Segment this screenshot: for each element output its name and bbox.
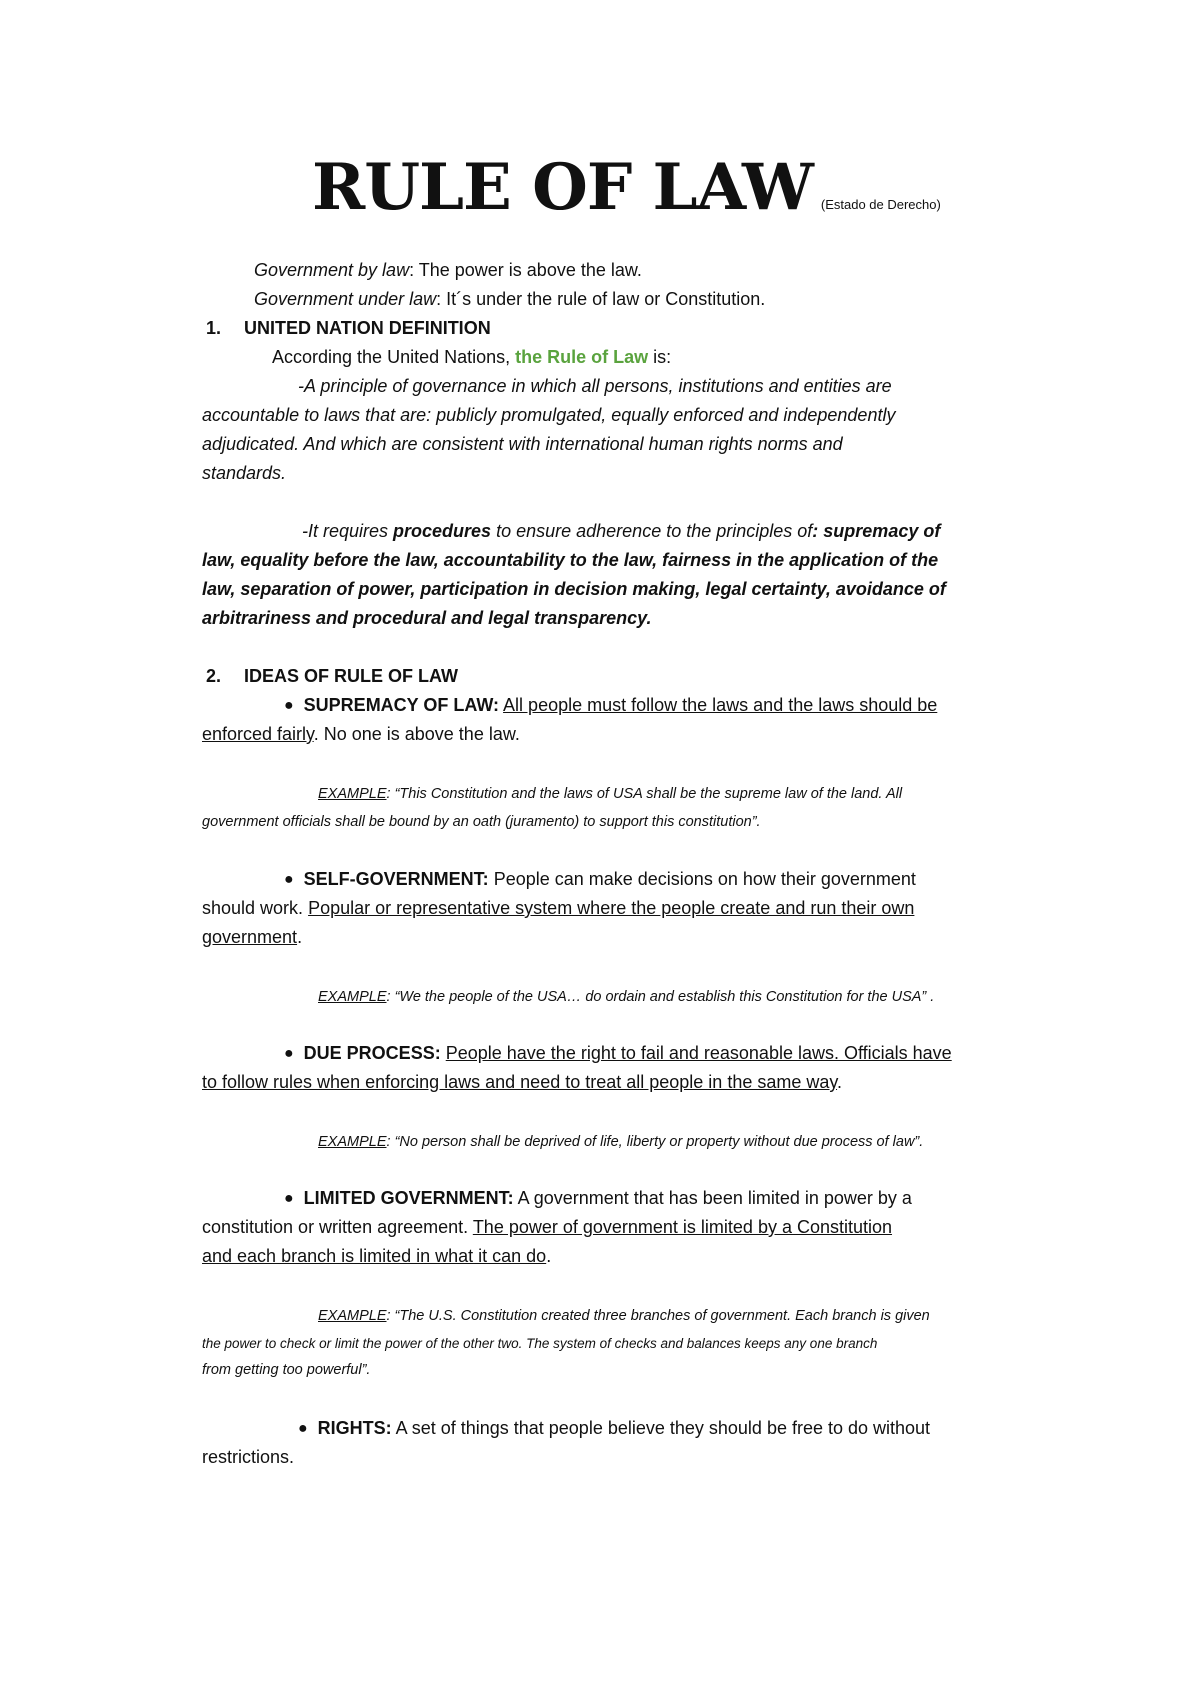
example-label: EXAMPLE	[318, 786, 387, 802]
according-line	[272, 343, 1092, 372]
example-end: .	[919, 1134, 924, 1150]
self-government-line2	[202, 894, 1022, 923]
un-para2-line: law, equality before the law, accountability to the law, fairness in the application of the	[202, 550, 939, 570]
self-government-line3	[202, 923, 1022, 952]
due-process-item	[284, 1039, 1104, 1068]
example-end: .	[366, 1362, 371, 1378]
example-text: “This Constitution and the laws of USA shall be the supreme law of the land. All	[394, 786, 903, 802]
example-text: “We the people of the USA… do ordain and establish this Constitution for the USA”	[394, 989, 927, 1005]
supremacy-term: SUPREMACY OF LAW:	[303, 695, 500, 715]
rights-item	[298, 1414, 1118, 1443]
supremacy-example-line2	[202, 808, 1022, 837]
limited-government-example: EXAMPLE: “The U.S. Constitution created three branches of government. Each branch is given	[318, 1308, 930, 1324]
para2-text: -It requires	[302, 521, 394, 541]
section1-title: UNITED NATION DEFINITION	[244, 318, 491, 338]
limited-government-example-line2: the power to check or limit the power of the other two. The system of checks and balances keeps any one branch	[202, 1336, 878, 1351]
supremacy-underlined: enforced fairly	[202, 724, 314, 744]
example-text: “No person shall be deprived of life, liberty or property without due process of law”	[394, 1134, 920, 1150]
by-law-text: : The power is above the law.	[409, 260, 642, 280]
intro-by-law	[254, 256, 1074, 285]
due-process-example: EXAMPLE: “No person shall be deprived of life, liberty or property without due process of law”.	[318, 1134, 924, 1150]
limited-government-item	[284, 1184, 1104, 1213]
supremacy-line2	[202, 720, 1022, 749]
section2-heading	[206, 662, 1026, 691]
para2-principles: : supremacy of	[812, 521, 941, 541]
bullet-icon: ●	[298, 1420, 308, 1437]
example-label: EXAMPLE	[318, 1308, 387, 1324]
due-process-term: DUE PROCESS:	[303, 1043, 441, 1063]
limited-government-example-line3	[202, 1356, 1022, 1385]
by-law-term: Government by law	[254, 260, 410, 280]
un-para1-line: standards.	[202, 463, 287, 483]
supremacy-underlined: All people must follow the laws and the laws should be	[503, 695, 938, 715]
self-government-underlined: government	[202, 927, 298, 947]
supremacy-example: EXAMPLE: “This Constitution and the laws of USA shall be the supreme law of the land. All	[318, 786, 903, 802]
example-text: “The U.S. Constitution created three branches of government. Each branch is given	[390, 1308, 930, 1324]
bullet-icon: ●	[284, 697, 294, 714]
un-para2-line: law, separation of power, participation in decision making, legal certainty, avoidance of	[202, 579, 946, 599]
example-label: EXAMPLE	[318, 989, 387, 1005]
bullet-icon: ●	[284, 1190, 294, 1207]
limited-government-line3	[202, 1242, 1022, 1271]
un-para2-line	[302, 517, 1122, 546]
section2-number: 2.	[206, 666, 222, 686]
limited-government-text: A government that has been limited in power by a	[513, 1188, 912, 1208]
example-end: .	[926, 989, 935, 1005]
rights-text: A set of things that people believe they should be free to do without	[391, 1418, 931, 1438]
limited-government-end: .	[546, 1246, 552, 1266]
example-text: government officials shall be bound by an oath (juramento) to support this constitution”	[202, 814, 757, 830]
limited-government-text: constitution or written agreement.	[202, 1217, 473, 1237]
self-government-term: SELF-GOVERNMENT:	[303, 869, 489, 889]
self-government-item	[284, 865, 1104, 894]
due-process-end: .	[837, 1072, 843, 1092]
supremacy-rest: . No one is above the law.	[313, 724, 520, 744]
bullet-icon: ●	[284, 871, 294, 888]
un-para1-line: -A principle of governance in which all persons, institutions and entities are	[298, 376, 892, 396]
page-title: RULE OF LAW	[312, 150, 813, 225]
limited-government-underlined: and each branch is limited in what it can do	[202, 1246, 547, 1266]
limited-government-term: LIMITED GOVERNMENT:	[303, 1188, 514, 1208]
para2-procedures: procedures	[393, 521, 492, 541]
section1-number: 1.	[206, 318, 222, 338]
intro-under-law	[254, 285, 1074, 314]
limited-government-underlined: The power of government is limited by a Constitution	[472, 1217, 893, 1237]
due-process-underlined: to follow rules when enforcing laws and need to treat all people in the same way	[202, 1072, 838, 1092]
section1-heading	[206, 314, 1026, 343]
un-para1-line: accountable to laws that are: publicly promulgated, equally enforced and independently	[202, 405, 896, 425]
un-para2-line: arbitrariness and procedural and legal transparency.	[202, 608, 652, 628]
due-process-underlined: People have the right to fail and reasonable laws. Officials have	[445, 1043, 952, 1063]
self-government-end: .	[297, 927, 303, 947]
under-law-term: Government under law	[254, 289, 437, 309]
un-para1-line: adjudicated. And which are consistent with international human rights norms and	[202, 434, 843, 454]
rights-line2: restrictions.	[202, 1447, 295, 1467]
self-government-text: People can make decisions on how their government	[488, 869, 916, 889]
under-law-text: : It´s under the rule of law or Constitution.	[436, 289, 766, 309]
bullet-icon: ●	[284, 1045, 294, 1062]
according-post: is:	[648, 347, 672, 367]
due-process-line2	[202, 1068, 1022, 1097]
example-end: .	[756, 814, 761, 830]
para2-text: to ensure adherence to the principles of	[491, 521, 813, 541]
according-pre: According the United Nations,	[272, 347, 516, 367]
limited-government-line2	[202, 1213, 1022, 1242]
self-government-example: EXAMPLE: “We the people of the USA… do ordain and establish this Constitution for the USA” .	[318, 989, 935, 1005]
example-text: from getting too powerful”	[202, 1362, 367, 1378]
rule-of-law-highlight: the Rule of Law	[515, 347, 649, 367]
page-subtitle: (Estado de Derecho)	[820, 197, 941, 212]
rights-term: RIGHTS:	[317, 1418, 392, 1438]
self-government-text: should work.	[202, 898, 309, 918]
title-block	[312, 150, 941, 225]
section2-title: IDEAS OF RULE OF LAW	[244, 666, 459, 686]
example-label: EXAMPLE	[318, 1134, 387, 1150]
supremacy-item	[284, 691, 1104, 720]
self-government-underlined: Popular or representative system where the people create and run their own	[308, 898, 915, 918]
